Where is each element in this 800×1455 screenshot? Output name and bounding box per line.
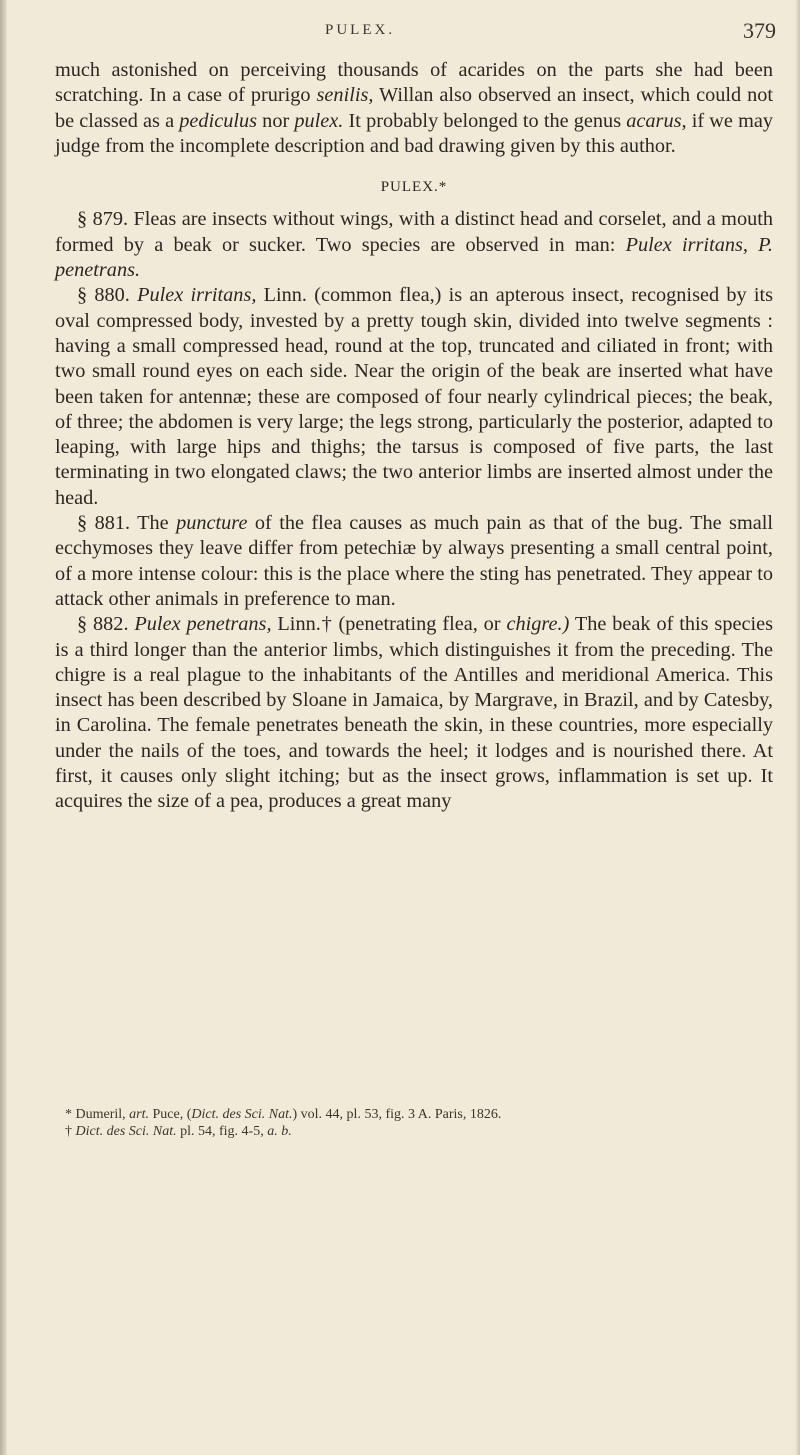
footnotes — [55, 1106, 773, 1140]
paragraph-879: § 879. Fleas are insects without wings, with a distinct head and corselet, and a mouth formed by a beak or sucker. Two species are observed in man: Pulex irritans, P. penetrans. — [55, 208, 773, 282]
paragraph-881: § 881. The puncture of the flea causes as much pain as that of the bug. The small ecchymoses they leave differ from petechiæ by always presenting a small central point, of a more intense colour: this is the place where the sting has penetrated. They appear to attack other animals in preference to man. — [55, 512, 773, 610]
page-number: 379 — [743, 18, 776, 43]
paragraph-intro: much astonished on perceiving thousands of acarides on the parts she had been scratching. In a case of prurigo senilis, Willan also observed an insect, which could not be classed as a pediculus nor pulex. It probably belonged to the genus acarus, if we may judge from the incomplete description and bad drawing given by this author. — [55, 59, 774, 157]
page-edge-shadow — [795, 0, 800, 1455]
paragraph-880: § 880. Pulex irritans, Linn. (common flea,) is an apterous insect, recognised by its oval compressed body, invested by a pretty tough skin, divided into twelve segments : having a small compressed head, round at the top, truncated and ciliated in front; with two small round eyes on each side. Near the origin of the beak are inserted what have been taken for antennæ; these are composed of four nearly cylindrical pieces; the beak, of three; the abdomen is very large; the legs strong, particularly the posterior, adapted to leaping, with large hips and thighs; the tarsus is composed of five parts, the last terminating in two elongated claws; the two anterior limbs are inserted almost under the head. — [55, 284, 773, 509]
section-title: PULEX.* — [380, 179, 448, 196]
body-text — [55, 58, 773, 815]
footnote-2: † Dict. des Sci. Nat. pl. 54, fig. 4-5, a. b. — [65, 1124, 292, 1139]
paragraph-882: § 882. Pulex penetrans, Linn.† (penetrating flea, or chigre.) The beak of this species is a third longer than the anterior limbs, which distinguishes it from the preceding. The chigre is a real plague to the inhabitants of the Antilles and meridional America. This insect has been described by Sloane in Jamaica, by Margrave, in Brazil, and by Catesby, in Carolina. The female penetrates beneath the skin, in these countries, more especially under the nails of the toes, and towards the heel; it lodges and is nourished there. At first, it causes only slight itching; but as the insect grows, inflammation is set up. It acquires the size of a pea, produces a great many — [55, 613, 773, 813]
running-title: PULEX. — [325, 22, 396, 38]
page-gutter-shadow — [0, 0, 7, 1455]
footnote-1: * Dumeril, art. Puce, (Dict. des Sci. Nat.) vol. 44, pl. 53, fig. 3 A. Paris, 1826. — [65, 1107, 502, 1122]
